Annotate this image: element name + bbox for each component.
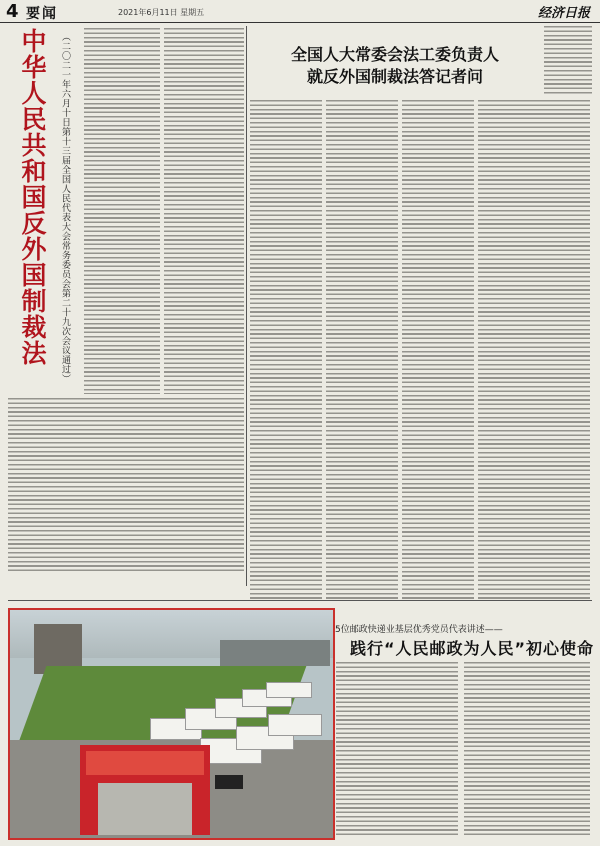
column-divider <box>246 26 247 586</box>
section-divider <box>8 600 592 601</box>
photo-bus <box>268 714 322 736</box>
qa-text-column-3 <box>402 100 474 600</box>
qa-text-column-1 <box>250 100 322 600</box>
photo-building <box>220 640 330 666</box>
page-number: 4 <box>6 1 19 22</box>
newspaper-brand-logo: 经济日报 <box>537 6 590 21</box>
law-text-column-1 <box>84 28 160 394</box>
news-photo <box>8 608 335 840</box>
feature-text-column-2 <box>464 662 590 838</box>
law-text-column-2 <box>164 28 244 394</box>
main-headline-line1: 全国人大常委会法工委负责人 <box>290 45 499 64</box>
main-headline-line2: 就反外国制裁法答记者问 <box>306 67 483 86</box>
issue-date: 2021年6月11日 星期五 <box>118 8 205 17</box>
photo-red-arch <box>80 745 210 835</box>
feature-kicker: 5位邮政快递业基层优秀党员代表讲述—— <box>335 625 503 635</box>
photo-arch-opening <box>98 783 192 835</box>
law-text-bottom <box>8 398 244 574</box>
law-title: 中华人民共和国反外国制裁法 <box>18 28 47 366</box>
photo-logo-sign <box>215 775 243 789</box>
photo-arch-banner <box>86 751 204 775</box>
photo-bus <box>266 682 312 698</box>
qa-text-column-4 <box>478 100 590 600</box>
page-header <box>0 0 600 23</box>
main-headline <box>250 44 540 88</box>
qa-text-column-2 <box>326 100 398 600</box>
section-name: 要闻 <box>26 6 58 22</box>
qa-text-top-right <box>544 26 592 96</box>
law-subtitle: （二〇二一年六月十日第十三届全国人民代表大会常务委员会第二十九次会议通过） <box>60 32 70 384</box>
feature-headline: 践行“人民邮政为人民”初心使命 <box>350 639 595 658</box>
feature-text-column-1 <box>336 662 458 838</box>
